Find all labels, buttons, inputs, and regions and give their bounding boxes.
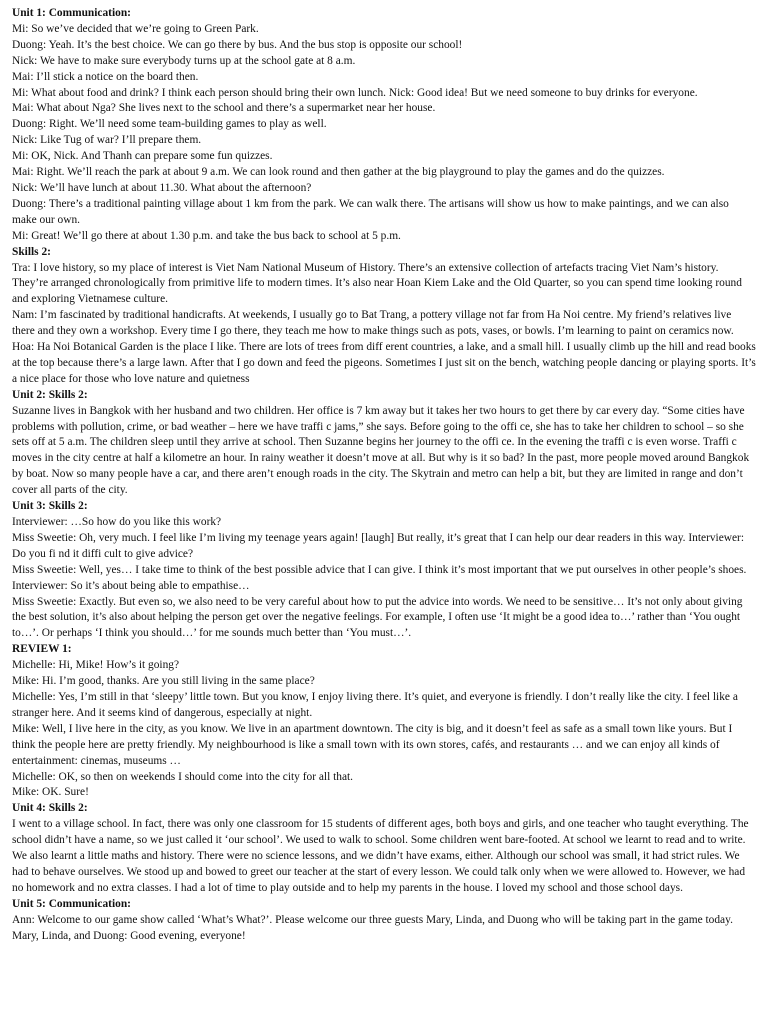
dialogue-line: Duong: Yeah. It’s the best choice. We can go there by bus. And the bus stop is opposite our school! (12, 38, 463, 51)
paragraph: Suzanne lives in Bangkok with her husband and two children. Her office is 7 km away but it takes her two hours to get there by car every day. “Some cities have problems with pollution, crime, or bad weather – here we have traffi c jams,” she says. Before going to the offi ce, she has to take her children to school – so she sets off at 5 a.m. The children sleep until they arrive at school. Then Suzanne begins her journey to the offi ce. In the evening the traffi c is even worse. Traffi c moves in the city centre at half a kilometre an hour. In rainy weather it doesn’t move at all. But why is it so bad? In the past, more people moved around Bangkok by boat. Now so many people have a car, and there aren’t enough roads in the city. The Skytrain and metro can help a bit, but they are limited in range and don’t cover all parts of the city. (12, 404, 750, 497)
dialogue-line: Mike: OK. Sure! (12, 786, 89, 799)
section-heading: REVIEW 1: (12, 643, 72, 656)
section-heading: Unit 4: Skills 2: (12, 802, 88, 815)
dialogue-line: Interviewer: …So how do you like this work? (12, 516, 222, 528)
dialogue-line: Miss Sweetie: Oh, very much. I feel like I’m living my teenage years again! [laugh] But really, it’s great that I can help our dear readers in this way. Interviewer: Do you fi nd it diffi cult to give advice? (12, 531, 745, 560)
dialogue-line: Michelle: Hi, Mike! How’s it going? (12, 659, 180, 672)
dialogue-line: Nick: Like Tug of war? I’ll prepare them. (12, 134, 202, 147)
dialogue-line: Mike: Well, I live here in the city, as you know. We live in an apartment downtown. The city is big, and it doesn’t feel as safe as a small town like yours. But I think the people here are pretty friendly. My neighbourhood is like a small town with its own stores, cafés, and restaurants … and we can enjoy all kinds of entertainment: cinemas, museums … (12, 722, 733, 767)
dialogue-line: Mi: OK, Nick. And Thanh can prepare some fun quizzes. (12, 150, 273, 163)
dialogue-line: Miss Sweetie: Exactly. But even so, we also need to be very careful about how to put the advice into words. We need to be sensitive… It’s not only about giving the best solution, it’s also about helping the person get over the negative feelings. For example, I often use ‘It might be a good idea to…’ rather than ‘You ought to…’. Or perhaps ‘I think you should…’ for me sounds much better than ‘You must…’. (12, 595, 743, 640)
dialogue-line: Mai: I’ll stick a notice on the board then. (12, 70, 199, 83)
paragraph: Tra: I love history, so my place of interest is Viet Nam National Museum of History. There’s an extensive collection of artefacts tracing Viet Nam’s history. They’re arranged chronologically from primitive life to modern times. It’s also near Hoan Kiem Lake and the Old Quarter, so you can spend time looking round and exploring Vietnamese culture. (12, 261, 742, 306)
paragraph: I went to a village school. In fact, there was only one classroom for 15 students of different ages, both boys and girls, and one teacher who taught everything. The school didn’t have a name, so we just called it ‘our school’. We used to walk to school. Some children went bare-footed. At school we learnt to read and to write. We also learnt a little maths and history. There were no science lessons, and we didn’t have exams, either. Although our school was small, it had strict rules. We had to behave ourselves. We stood up and bowed to greet our teacher at the start of every lesson. We could talk only when we were allowed to. However, we had no homework and no extra classes. I had a lot of time to play outside and to help my parents in the house. I loved my school and those school days. (12, 818, 749, 894)
dialogue-line: Mai: What about Nga? She lives next to the school and there’s a supermarket near her house. (12, 102, 436, 115)
dialogue-line: Mai: Right. We’ll reach the park at about 9 a.m. We can look round and then gather at the big playground to play the games and do the quizzes. (12, 166, 665, 179)
paragraph: Nam: I’m fascinated by traditional handicrafts. At weekends, I usually go to Bat Trang, a pottery village not far from Ha Noi centre. My friend’s relatives live there and they own a workshop. Every time I go there, they teach me how to make things such as pots, vases, or bowls. I’m learning to paint on ceramics now. (12, 309, 734, 338)
dialogue-line: Nick: We have to make sure everybody turns up at the school gate at 8 a.m. (12, 54, 356, 67)
dialogue-line: Michelle: Yes, I’m still in that ‘sleepy’ little town. But you know, I enjoy living there. It’s quiet, and everyone is friendly. I don’t really like the city. I feel like a stranger here. And it seems kind of dangerous, especially at night. (12, 690, 738, 719)
dialogue-line: Michelle: OK, so then on weekends I should come into the city for all that. (12, 770, 354, 783)
dialogue-line: Duong: There’s a traditional painting village about 1 km from the park. We can walk there. The artisans will show us how to make paintings, and we can also make our own. (12, 197, 729, 226)
section-heading: Unit 2: Skills 2: (12, 388, 88, 401)
section-heading: Unit 5: Communication: (12, 897, 131, 910)
section-heading: Unit 1: Communication: (12, 7, 131, 19)
section-heading: Skills 2: (12, 245, 51, 258)
dialogue-line: Mi: Great! We’ll go there at about 1.30 p.m. and take the bus back to school at 5 p.m. (12, 229, 401, 242)
dialogue-line: Mi: What about food and drink? I think each person should bring their own lunch. Nick: Good idea! But we need someone to buy drinks for everyone. (12, 86, 698, 99)
dialogue-line: Nick: We’ll have lunch at about 11.30. What about the afternoon? (12, 181, 312, 194)
dialogue-line: Miss Sweetie: Well, yes… I take time to think of the best possible advice that I can give. I think it’s most important that we put ourselves in other people’s shoes. Interviewer: So it’s about being able to empathise… (12, 563, 747, 592)
dialogue-line: Duong: Right. We’ll need some team-building games to play as well. (12, 118, 327, 131)
paragraph: Hoa: Ha Noi Botanical Garden is the place I like. There are lots of trees from diff erent countries, a lake, and a small hill. I usually climb up the hill and read books at the top because there’s a large lawn. After that I go down and feed the pigeons. Sometimes I just sit on the bench, watching people dancing or playing sports. It’s a nice place for those who love nature and quietness (12, 341, 756, 385)
dialogue-line: Mike: Hi. I’m good, thanks. Are you still living in the same place? (12, 675, 315, 688)
dialogue-line: Mi: So we’ve decided that we’re going to Green Park. (12, 22, 259, 35)
section-heading: Unit 3: Skills 2: (12, 500, 88, 513)
dialogue-line: Ann: Welcome to our game show called ‘What’s What?’. Please welcome our three guests Mary, Linda, and Duong who will be taking part in the game today. Mary, Linda, and Duong: Good evening, everyone! (12, 913, 733, 942)
